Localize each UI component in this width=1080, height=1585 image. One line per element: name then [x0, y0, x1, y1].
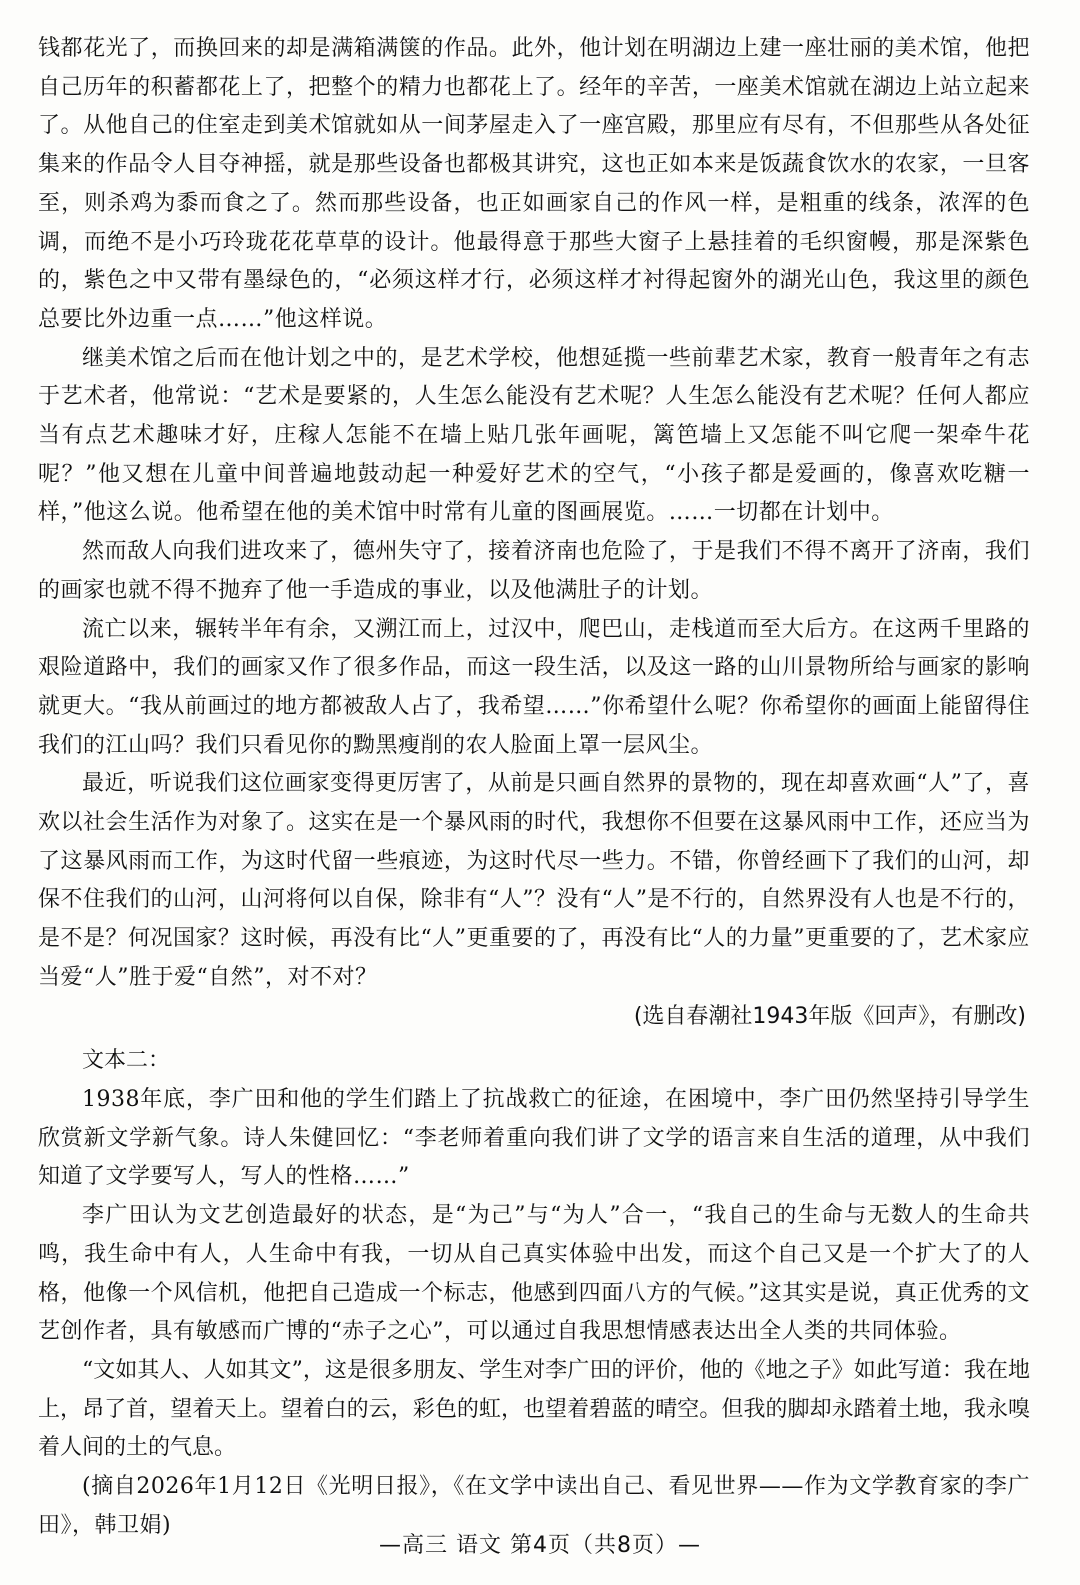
text2-paragraph-3: “文如其人、人如其文”，这是很多朋友、学生对李广田的评价，他的《地之子》如此写道：我在地上，昂了首，望着天上。望着白的云，彩色的虹，也望着碧蓝的晴空。但我的脚却永踏着土地，我永嗅着人间的土的气息。 — [38, 1357, 1030, 1461]
text2-source: (摘自2026年1月12日《光明日报》，《在文学中读出自己、看见世界——作为文学教育家的李广田》，韩卫娟) — [38, 1474, 1030, 1538]
page-content — [38, 30, 1030, 1545]
text2-title: 文本二： — [82, 1048, 171, 1074]
text1-source: (选自春潮社1943年版《回声》，有删改) — [633, 1003, 1026, 1029]
text1-paragraph-5: 最近，听说我们这位画家变得更厉害了，从前是只画自然界的景物的，现在却喜欢画“人”了，喜欢以社会生活作为对象了。这实在是一个暴风雨的时代，我想你不但要在这暴风雨中工作，还应当为了这暴风雨而工作，为这时代留一些痕迹，为这时代尽一些力。不错，你曾经画下了我们的山河，却保不住我们的山河，山河将何以自保，除非有“人”？没有“人”是不行的，自然界没有人也是不行的，是不是？何况国家？这时候，再没有比“人”更重要的了，再没有比“人的力量”更重要的了，艺术家应当爱“人”胜于爱“自然”，对不对？ — [38, 771, 1030, 990]
text1-paragraph-3: 然而敌人向我们进攻来了，德州失守了，接着济南也危险了，于是我们不得不离开了济南，我们的画家也就不得不抛弃了他一手造成的事业，以及他满肚子的计划。 — [38, 539, 1030, 603]
text2-paragraph-2: 李广田认为文艺创造最好的状态，是“为己”与“为人”合一，“我自己的生命与无数人的生命共鸣，我生命中有人，人生命中有我，一切从自己真实体验中出发，而这个自己又是一个扩大了的人格，他像一个风信机，他把自己造成一个标志，他感到四面八方的气候。”这其实是说，真正优秀的文艺创作者，具有敏感而广博的“赤子之心”，可以通过自我思想情感表达出全人类的共同体验。 — [38, 1203, 1030, 1345]
text2-paragraph-1: 1938年底，李广田和他的学生们踏上了抗战救亡的征途，在困境中，李广田仍然坚持引导学生欣赏新文学新气象。诗人朱健回忆：“李老师着重向我们讲了文学的语言来自生活的道理，从中我们知道了文学要写人，写人的性格……” — [38, 1086, 1030, 1190]
page-footer: —高三 语文 第4页（共8页）— — [379, 1533, 701, 1558]
text1-paragraph-1: 钱都花光了，而换回来的却是满箱满箧的作品。此外，他计划在明湖边上建一座壮丽的美术馆，他把自己历年的积蓄都花上了，把整个的精力也都花上了。经年的辛苦，一座美术馆就在湖边上站立起来了。从他自己的住室走到美术馆就如从一间茅屋走入了一座宫殿，那里应有尽有，不但那些从各处征集来的作品令人目夺神摇，就是那些设备也都极其讲究，这也正如本来是饭蔬食饮水的农家，一旦客至，则杀鸡为黍而食之了。然而那些设备，也正如画家自己的作风一样，是粗重的线条，浓浑的色调，而绝不是小巧玲珑花花草草的设计。他最得意于那些大窗子上悬挂着的毛织窗幔，那是深紫色的，紫色之中又带有墨绿色的，“必须这样才行，必须这样才衬得起窗外的湖光山色，我这里的颜色总要比外边重一点……”他这样说。 — [38, 36, 1030, 332]
text1-paragraph-4: 流亡以来，辗转半年有余，又溯江而上，过汉中，爬巴山，走栈道而至大后方。在这两千里路的艰险道路中，我们的画家又作了很多作品，而这一段生活，以及这一路的山川景物所给与画家的影响就更大。“我从前画过的地方都被敌人占了，我希望……”你希望什么呢？你希望你的画面上能留得住我们的江山吗？我们只看见你的黝黑瘦削的农人脸面上罩一层风尘。 — [38, 616, 1030, 758]
text1-paragraph-2: 继美术馆之后而在他计划之中的，是艺术学校，他想延揽一些前辈艺术家，教育一般青年之有志于艺术者，他常说：“艺术是要紧的，人生怎么能没有艺术呢？人生怎么能没有艺术呢？任何人都应当有点艺术趣味才好，庄稼人怎能不在墙上贴几张年画呢，篱笆墙上又怎能不叫它爬一架牵牛花呢？”他又想在儿童中间普遍地鼓动起一种爱好艺术的空气，“小孩子都是爱画的，像喜欢吃糖一样，”他这么说。他希望在他的美术馆中时常有儿童的图画展览。……一切都在计划中。 — [38, 345, 1030, 526]
